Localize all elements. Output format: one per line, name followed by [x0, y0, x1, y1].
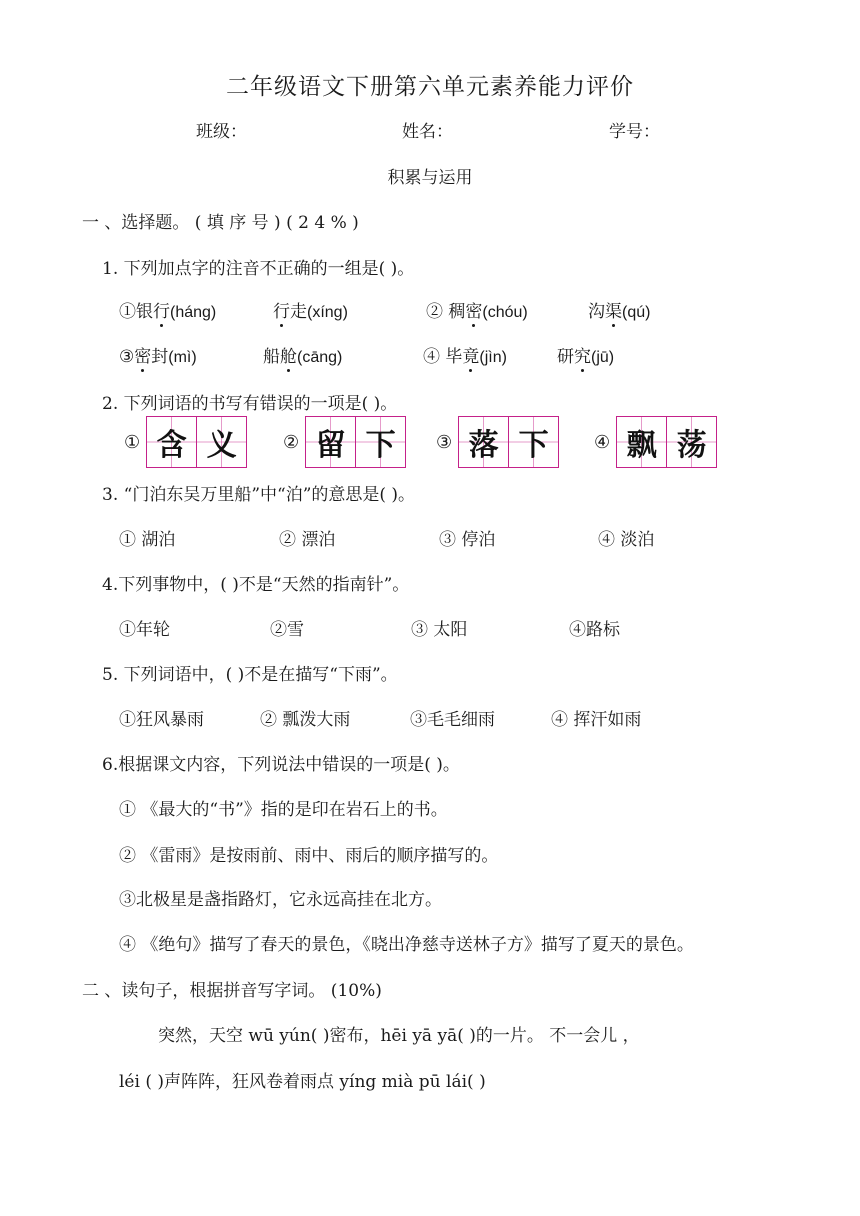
q2-option-4 — [594, 416, 717, 468]
q3-option-1: ① 湖泊 — [119, 530, 176, 550]
q3-option-2: ② 漂泊 — [279, 530, 336, 550]
q2-stem: 2. 下列词语的书写有错误的一项是( )。 — [102, 394, 398, 414]
q5-option-4: ④ 挥汗如雨 — [551, 710, 642, 730]
q6-option-2: ② 《雷雨》是按雨前、雨中、雨后的顺序描写的。 — [119, 846, 499, 866]
q3-option-3: ③ 停泊 — [439, 530, 496, 550]
q5-option-1: ①狂风暴雨 — [119, 710, 204, 730]
q4-option-4: ④路标 — [569, 620, 620, 640]
name-label: 姓名： — [402, 122, 453, 142]
grid-cell: 荡 — [666, 417, 716, 467]
grid-cell: 下 — [355, 417, 405, 467]
grid-cell: 含 — [147, 417, 196, 467]
q4-option-1: ①年轮 — [119, 620, 170, 640]
part2-sentence-line-1: 突然，天空 wū yún( )密布，hēi yā yā( )的一片。 不一会儿 ， — [158, 1026, 640, 1046]
q2-option-1 — [124, 416, 247, 468]
q2-option-4-number: ④ — [594, 431, 611, 453]
q1-option-4: 沟渠(qú) — [588, 297, 650, 322]
q4-option-2: ②雪 — [270, 620, 304, 640]
q1-option-6: 船舱(cāng) — [263, 342, 342, 367]
q1-option-3: ② 稠密(chóu) — [426, 297, 528, 322]
q4-option-3: ③ 太阳 — [411, 620, 468, 640]
q6-option-1: ① 《最大的“书”》指的是印在岩石上的书。 — [119, 800, 448, 820]
grid-cell: 留 — [306, 417, 355, 467]
tianzige-grid — [146, 416, 247, 468]
part1-heading: 一 、选择题。 ( 填 序 号 ) ( 2 4 % ) — [82, 213, 359, 233]
q1-option-5: ③密封(mì) — [119, 342, 197, 367]
q1-option-1: ①银行(háng) — [119, 297, 216, 322]
q2-option-1-number: ① — [124, 431, 141, 453]
q3-option-4: ④ 淡泊 — [598, 530, 655, 550]
grid-cell: 下 — [508, 417, 558, 467]
q2-option-3-number: ③ — [436, 431, 453, 453]
class-label: 班级： — [196, 122, 247, 142]
q5-option-3: ③毛毛细雨 — [410, 710, 495, 730]
q1-option-8: 研究(jū) — [557, 342, 614, 367]
q5-option-2: ② 瓢泼大雨 — [260, 710, 351, 730]
part2-sentence-line-2: léi ( )声阵阵，狂风卷着雨点 yíng mià pū lái( ) — [119, 1072, 486, 1092]
grid-cell: 落 — [459, 417, 508, 467]
grid-cell: 飘 — [617, 417, 666, 467]
tianzige-grid — [616, 416, 717, 468]
q2-option-2-number: ② — [283, 431, 300, 453]
page-title: 二年级语文下册第六单元素养能力评价 — [226, 74, 634, 100]
q1-option-2: 行走(xíng) — [273, 297, 348, 322]
q6-stem: 6.根据课文内容，下列说法中错误的一项是( )。 — [102, 755, 460, 775]
tianzige-grid — [305, 416, 406, 468]
grid-cell: 义 — [196, 417, 246, 467]
q1-option-7: ④ 毕竟(jìn) — [423, 342, 507, 367]
q3-stem: 3. “门泊东吴万里船”中“泊”的意思是( )。 — [102, 485, 416, 505]
q2-option-2 — [283, 416, 406, 468]
tianzige-grid — [458, 416, 559, 468]
section-title: 积累与运用 — [387, 168, 473, 188]
q5-stem: 5. 下列词语中，( )不是在描写“下雨”。 — [102, 665, 398, 685]
q6-option-3: ③北极星是盏指路灯，它永远高挂在北方。 — [119, 890, 442, 910]
q2-option-3 — [436, 416, 559, 468]
q4-stem: 4.下列事物中，( )不是“天然的指南针”。 — [102, 575, 410, 595]
part2-heading: 二 、读句子，根据拼音写字词。 (10%) — [82, 981, 382, 1001]
q1-stem: 1. 下列加点字的注音不正确的一组是( )。 — [102, 259, 415, 279]
student-id-label: 学号： — [609, 122, 660, 142]
q6-option-4: ④ 《绝句》描写了春天的景色，《晓出净慈寺送林子方》描写了夏天的景色。 — [119, 935, 694, 955]
